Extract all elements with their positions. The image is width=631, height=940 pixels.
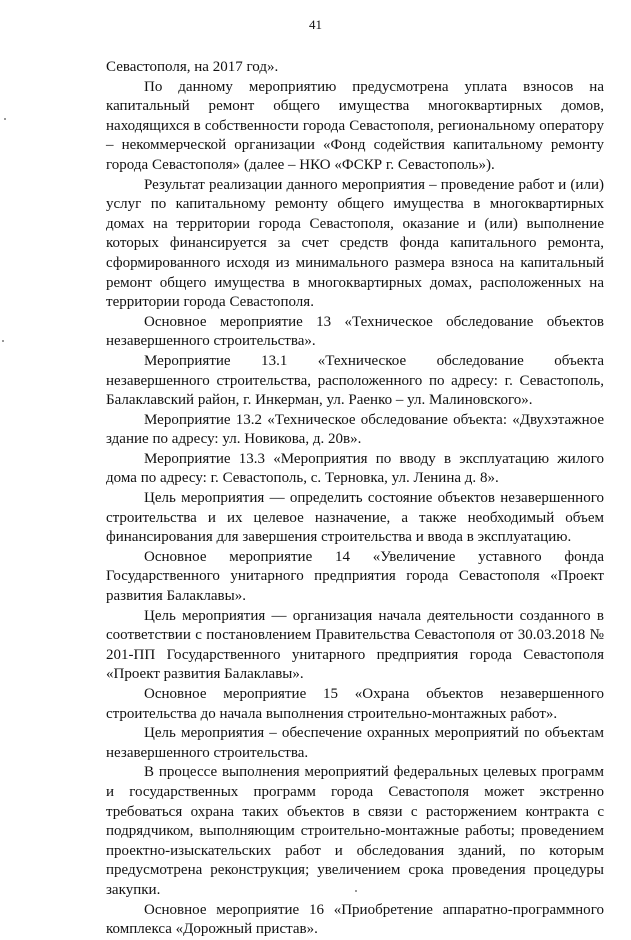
- scan-mark: [4, 118, 6, 120]
- measure-13-2-paragraph: Мероприятие 13.2 «Техническое обследование объекта: «Двухэтажное здание по адресу: ул. Новикова, д. 20в».: [106, 411, 604, 448]
- process-paragraph: В процессе выполнения мероприятий федеральных целевых программ и государственных программ города Севастополя может экстренно требоваться охрана таких объектов в связи с расторжением контракта с подрядчиком, выполняющим строительно-монтажные работы; проведением проектно-изыскательских работ и обследования зданий, по которым предусмотрена реконструкция; увеличением срока проведения процедуры закупки.: [106, 764, 604, 898]
- measure-13-1-paragraph: Мероприятие 13.1 «Техническое обследование объекта незавершенного строительства, расположенного по адресу: г. Севастополь, Балаклавский район, г. Инкерман, ул. Раенко – ул. Малиновского».: [106, 352, 604, 409]
- main-measure-13-paragraph: Основное мероприятие 13 «Техническое обследование объектов незавершенного строительства».: [106, 313, 604, 350]
- main-measure-14-paragraph: Основное мероприятие 14 «Увеличение уставного фонда Государственного унитарного предприятия города Севастополя «Проект развития Балаклавы».: [106, 548, 604, 605]
- result-paragraph: Результат реализации данного мероприятия – проведение работ и (или) услуг по капитальному ремонту общего имущества в многоквартирных домах на территории города Севастополя, оказание и (или) выполнение которых финансируется за счет средств фонда капитального ремонта, сформированного исходя из минимального размера взноса на капитальный ремонт общего имущества в многоквартирных домах, расположенных на территории города Севастополя.: [106, 176, 604, 311]
- goal-13-paragraph: Цель мероприятия — определить состояние объектов незавершенного строительства и их целевое назначение, а также необходимый объем финансирования для завершения строительства и ввода в эксплуатацию.: [106, 490, 604, 546]
- main-measure-15-paragraph: Основное мероприятие 15 «Охрана объектов незавершенного строительства до начала выполнения строительно-монтажных работ».: [106, 686, 604, 722]
- measure-13-3-paragraph: Мероприятие 13.3 «Мероприятия по вводу в эксплуатацию жилого дома по адресу: г. Севастополь, с. Терновка, ул. Ленина д. 8».: [106, 450, 604, 487]
- page-number: 41: [309, 17, 322, 32]
- scan-mark: [2, 340, 4, 342]
- intro-paragraph: Севастополя, на 2017 год».: [106, 59, 279, 75]
- goal-14-paragraph: Цель мероприятия — организация начала деятельности созданного в соответствии с постановлением Правительства Севастополя от 30.03.2018 № 201-ПП Государственного унитарного предприятия города Севастополя «Проект развития Балаклавы».: [106, 607, 604, 683]
- goal-15-paragraph: Цель мероприятия – обеспечение охранных мероприятий по объектам незавершенного строительства.: [106, 725, 604, 761]
- payment-paragraph: По данному мероприятию предусмотрена уплата взносов на капитальный ремонт общего имущества многоквартирных домов, находящихся в собственности города Севастополя, региональному оператору – некоммерческой организации «Фонд содействия капитальному ремонту города Севастополя» (далее – НКО «ФСКР г. Севастополь»).: [106, 78, 604, 173]
- main-measure-16-paragraph: Основное мероприятие 16 «Приобретение аппаратно-программного комплекса «Дорожный пристав».: [106, 901, 604, 938]
- document-body: [106, 58, 604, 940]
